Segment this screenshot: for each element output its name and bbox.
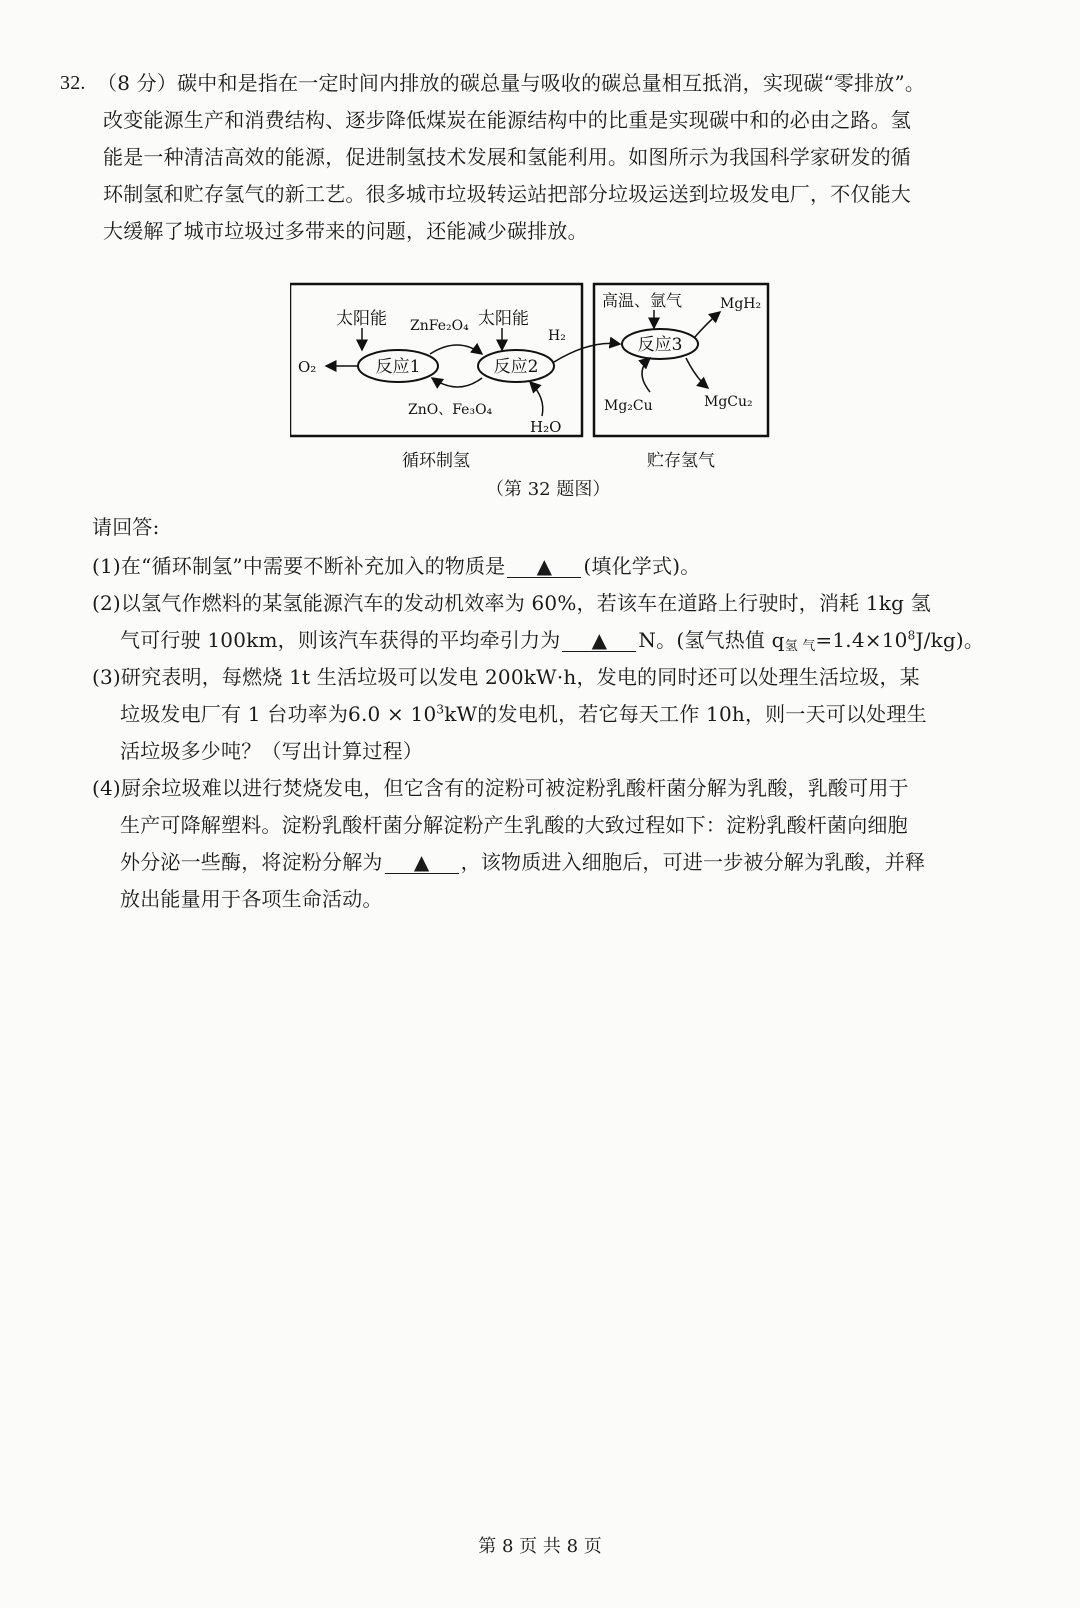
part-2-line-1: (2)以氢气作燃料的某氢能源汽车的发动机效率为 60%，若该车在道路上行驶时，消耗 1kg 氢 — [92, 591, 931, 615]
part-4-line-1: (4)厨余垃圾难以进行焚烧发电，但它含有的淀粉可被淀粉乳酸杆菌分解为乳酸，乳酸可用于 — [92, 776, 909, 800]
solar-energy-2: 太阳能 — [478, 309, 529, 329]
part-3-line-1: (3)研究表明，每燃烧 1t 生活垃圾可以发电 200kW·h，发电的同时还可以处理生活垃圾，某 — [92, 665, 920, 689]
hydrogen-process-diagram — [290, 282, 780, 472]
answer-blank-2[interactable]: ▲ — [562, 629, 636, 652]
part-1-text-a: (1)在“循环制氢”中需要不断补充加入的物质是 — [92, 554, 506, 578]
cycle-arrow-bottom — [432, 378, 482, 387]
part-4-text-c2: ，该物质进入细胞后，可进一步被分解为乳酸，并释 — [460, 850, 926, 874]
part-2-text-tail: =1.4×10 — [815, 628, 908, 652]
reaction2-label: 反应2 — [493, 357, 539, 377]
part-4-text-c1: 外分泌一些酶，将淀粉分解为 — [120, 850, 383, 874]
intro-line-2: 改变能源生产和消费结构、逐步降低煤炭在能源结构中的比重是实现碳中和的必由之路。氢 — [103, 108, 911, 132]
part-4-line-2: 生产可降解塑料。淀粉乳酸杆菌分解淀粉产生乳酸的大致过程如下：淀粉乳酸杆菌向细胞 — [120, 813, 908, 837]
mg2cu-arrow — [642, 358, 650, 392]
part-2-exponent: 8 — [907, 628, 916, 643]
mgcu2-label: MgCu₂ — [704, 394, 753, 410]
part-4-line-3 — [120, 847, 925, 877]
h2o-label: H₂O — [530, 418, 562, 436]
part-3-line-3: 活垃圾多少吨？（写出计算过程） — [120, 739, 423, 763]
part-4-line-4: 放出能量用于各项生命活动。 — [120, 887, 383, 911]
zno-fe3o4-label: ZnO、Fe₃O₄ — [408, 402, 493, 418]
solar-energy-1: 太阳能 — [336, 309, 387, 329]
mgh2-arrow — [694, 312, 720, 338]
part-2-text-c: N。(氢气热值 q — [638, 628, 785, 652]
h2-transfer-arrow — [554, 343, 620, 362]
figure-caption: （第 32 题图） — [486, 479, 611, 500]
mgh2-label: MgH₂ — [720, 296, 762, 312]
part-3-line-2 — [120, 699, 927, 729]
part-1 — [92, 551, 700, 581]
mg2cu-label: Mg₂Cu — [604, 398, 653, 414]
part-2-line-2 — [120, 625, 984, 662]
o2-label: O₂ — [298, 358, 317, 376]
h2-label: H₂ — [548, 328, 566, 344]
intro-line-3: 能是一种清洁高效的能源，促进制氢技术发展和氢能利用。如图所示为我国科学家研发的循 — [103, 145, 911, 169]
part-2-unit: J/kg)。 — [915, 628, 985, 652]
part-1-text-b: (填化学式)。 — [583, 554, 701, 578]
answer-blank-1[interactable]: ▲ — [507, 555, 581, 578]
h2o-arrow — [530, 382, 543, 416]
part-2-text-b: 气可行驶 100km，则该汽车获得的平均牵引力为 — [120, 628, 561, 652]
reaction3-label: 反应3 — [637, 335, 683, 355]
reaction1-label: 反应1 — [375, 357, 421, 377]
mgcu2-arrow — [686, 358, 708, 388]
intro-line-5: 大缓解了城市垃圾过多带来的问题，还能减少碳排放。 — [103, 219, 588, 243]
part-3-text-b1: 垃圾发电厂有 1 台功率为6.0 × 10 — [120, 702, 437, 726]
znfe2o4-label: ZnFe₂O₄ — [410, 318, 469, 334]
part-3-exponent: 3 — [436, 702, 445, 717]
intro-line-1: （8 分）碳中和是指在一定时间内排放的碳总量与吸收的碳总量相互抵消，实现碳“零排放”。 — [97, 71, 926, 95]
conditions-label: 高温、氩气 — [602, 291, 683, 310]
part-2-subscript: 氢 气 — [784, 639, 816, 654]
intro-line-4: 环制氢和贮存氢气的新工艺。很多城市垃圾转运站把部分垃圾运送到垃圾发电厂，不仅能大 — [103, 182, 911, 206]
right-box-caption: 贮存氢气 — [647, 451, 715, 471]
left-box-caption: 循环制氢 — [402, 451, 470, 471]
part-3-text-b2: kW的发电机，若它每天工作 10h，则一天可以处理生 — [444, 702, 927, 726]
answer-blank-4[interactable]: ▲ — [385, 851, 459, 874]
page-footer: 第 8 页 共 8 页 — [478, 1536, 602, 1557]
question-number: 32. — [60, 72, 86, 94]
cycle-arrow-top — [430, 345, 482, 354]
answer-prompt: 请回答: — [92, 515, 160, 539]
